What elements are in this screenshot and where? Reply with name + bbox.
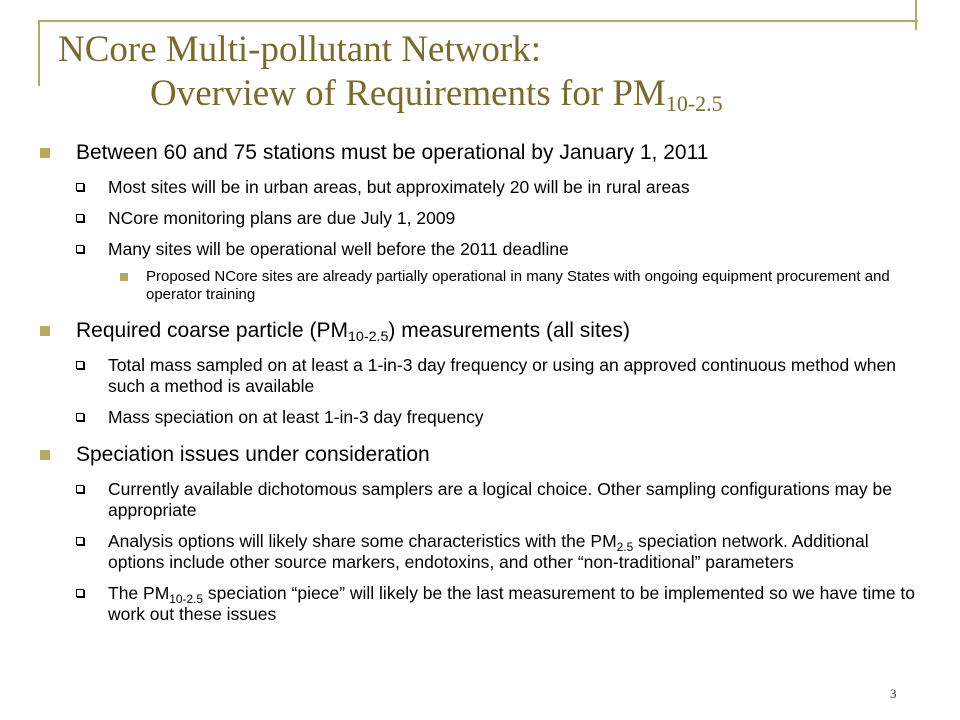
slide-title bbox=[58, 28, 918, 116]
hollow-square-bullet-icon bbox=[76, 413, 84, 421]
pm-subscript: 10-2.5 bbox=[169, 592, 203, 606]
title-subscript: 10-2.5 bbox=[665, 91, 723, 116]
subbullet-mass-speciation bbox=[40, 407, 920, 428]
bullet-stations bbox=[40, 140, 920, 165]
bullet-text-part: The PM bbox=[108, 583, 170, 603]
decorative-top-line bbox=[38, 20, 918, 22]
square-bullet-icon bbox=[40, 450, 50, 460]
decorative-right-line bbox=[915, 0, 917, 30]
bullet-coarse-particle bbox=[40, 318, 920, 343]
subbullet-speciation-piece bbox=[40, 583, 920, 625]
bullet-text: Proposed NCore sites are already partially operational in many States with ongoing equipment procurement and operator training bbox=[146, 268, 890, 303]
square-bullet-icon bbox=[120, 273, 128, 281]
pm-subscript: 10-2.5 bbox=[347, 329, 389, 345]
pm-subscript: 2.5 bbox=[616, 540, 634, 554]
bullet-text: Mass speciation on at least 1-in-3 day frequency bbox=[108, 407, 484, 427]
slide-body bbox=[40, 140, 920, 635]
hollow-square-bullet-icon bbox=[76, 485, 84, 493]
bullet-text: NCore monitoring plans are due July 1, 2009 bbox=[108, 208, 456, 228]
square-bullet-icon bbox=[40, 148, 50, 158]
subbullet-urban-rural bbox=[40, 177, 920, 198]
bullet-text-part: speciation “piece” will likely be the last measurement to be implemented so we have time to work out these issues bbox=[108, 583, 916, 624]
bullet-text bbox=[108, 583, 915, 624]
hollow-square-bullet-icon bbox=[76, 589, 84, 597]
hollow-square-bullet-icon bbox=[76, 537, 84, 545]
bullet-text: Speciation issues under consideration bbox=[76, 443, 430, 466]
bullet-text: Many sites will be operational well before the 2011 deadline bbox=[108, 239, 569, 259]
title-line-1: NCore Multi-pollutant Network: bbox=[58, 29, 541, 70]
bullet-text bbox=[108, 531, 869, 572]
page-number: 3 bbox=[890, 686, 897, 701]
subbullet-dichotomous-samplers bbox=[40, 479, 920, 521]
hollow-square-bullet-icon bbox=[76, 214, 84, 222]
bullet-text: Currently available dichotomous samplers are a logical choice. Other sampling configurations may be appropriate bbox=[108, 479, 892, 520]
hollow-square-bullet-icon bbox=[76, 361, 84, 369]
bullet-text: Most sites will be in urban areas, but approximately 20 will be in rural areas bbox=[108, 177, 690, 197]
decorative-left-line bbox=[38, 20, 40, 86]
square-bullet-icon bbox=[40, 326, 50, 336]
subbullet-monitoring-plans bbox=[40, 208, 920, 229]
bullet-text: Between 60 and 75 stations must be operational by January 1, 2011 bbox=[76, 141, 709, 164]
bullet-text-part: Analysis options will likely share some characteristics with the PM bbox=[108, 531, 617, 551]
subsubbullet-proposed-sites bbox=[40, 268, 920, 304]
bullet-text-part: speciation network. Additional options include other source markers, endotoxins, and other “non-traditional” parameters bbox=[108, 531, 869, 572]
hollow-square-bullet-icon bbox=[76, 183, 84, 191]
bullet-text-part: ) measurements (all sites) bbox=[388, 319, 630, 342]
title-line-2-text: Overview of Requirements for PM bbox=[150, 73, 666, 114]
hollow-square-bullet-icon bbox=[76, 245, 84, 253]
bullet-speciation-issues bbox=[40, 442, 920, 467]
bullet-text bbox=[76, 319, 630, 345]
title-line-2 bbox=[58, 72, 918, 116]
subbullet-total-mass bbox=[40, 355, 920, 397]
subbullet-operational-early bbox=[40, 239, 920, 260]
bullet-text-part: Required coarse particle (PM bbox=[76, 319, 348, 342]
subbullet-analysis-options bbox=[40, 531, 920, 573]
bullet-text: Total mass sampled on at least a 1-in-3 day frequency or using an approved continuous method when such a method is available bbox=[108, 355, 896, 396]
